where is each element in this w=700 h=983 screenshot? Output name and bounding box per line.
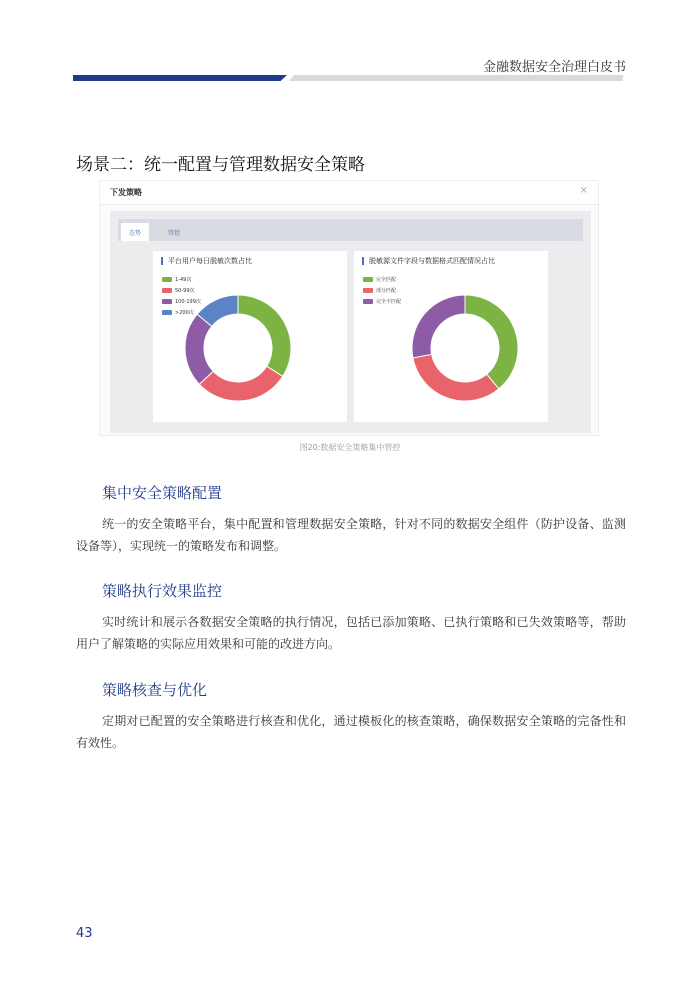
figure-caption: 图20:数据安全策略集中管控 [299,443,401,452]
donut-chart-svg [183,293,293,403]
legend-swatch [162,310,172,315]
header-bar-rule [289,75,623,81]
donut-slice[interactable] [238,295,291,376]
figure-screenshot [99,180,599,436]
scene-title: 场景二：统一配置与管理数据安全策略 [76,155,365,175]
legend-swatch [363,277,373,282]
legend-swatch [162,277,172,282]
donut-slice[interactable] [412,295,465,358]
donut-chart [410,293,520,407]
donut-slice[interactable] [413,354,499,401]
legend-item[interactable] [363,285,401,296]
chart-panel-field-format-match [354,251,548,422]
close-icon[interactable]: × [579,185,588,196]
panel-title: 平台用户每日脱敏次数占比 [161,257,252,265]
section-body: 定期对已配置的安全策略进行核查和优化，通过模板化的核查策略，确保数据安全策略的完备性和有效性。 [76,714,626,750]
legend-label: >200次 [175,310,194,316]
section-body: 实时统计和展示各数据安全策略的执行情况，包括已添加策略、已执行策略和已失效策略等，帮助用户了解策略的实际应用效果和可能的改进方向。 [76,615,626,651]
legend-swatch [363,288,373,293]
dialog-body [110,211,591,433]
legend-label: 完全匹配 [376,277,397,283]
header-bar-accent [73,75,287,81]
legend-label: 100-199次 [175,299,201,305]
legend-item[interactable] [162,274,201,285]
donut-chart [183,293,293,407]
donut-slice[interactable] [465,295,518,389]
tab-bar [118,219,583,241]
legend-swatch [363,299,373,304]
donut-slice[interactable] [185,314,213,384]
section-body: 统一的安全策略平台，集中配置和管理数据安全策略，针对不同的数据安全组件（防护设备、监测设备等），实现统一的策略发布和调整。 [76,517,626,553]
legend-item[interactable] [363,296,401,307]
legend-label: 完全不匹配 [376,299,402,305]
chart-legend [363,274,401,307]
donut-chart-svg [410,293,520,403]
dialog-header [100,181,598,205]
legend-label: 50-99次 [175,288,195,294]
chart-panel-desensitize-frequency [153,251,347,422]
legend-item[interactable] [363,274,401,285]
legend-swatch [162,288,172,293]
legend-label: 部分匹配 [376,288,397,294]
legend-label: 1-49次 [175,277,192,283]
panel-title: 脱敏源文件字段与数据格式匹配情况占比 [362,257,495,265]
section-title: 集中安全策略配置 [102,484,223,502]
page-number: 43 [76,926,93,941]
section-title: 策略核查与优化 [102,681,208,699]
dialog-title: 下发策略 [110,188,142,197]
running-header-title: 金融数据安全治理白皮书 [482,60,626,75]
section-title: 策略执行效果监控 [102,582,223,600]
tab-situation[interactable]: 态势 [121,223,149,241]
tab-control[interactable]: 管控 [168,230,181,237]
legend-swatch [162,299,172,304]
